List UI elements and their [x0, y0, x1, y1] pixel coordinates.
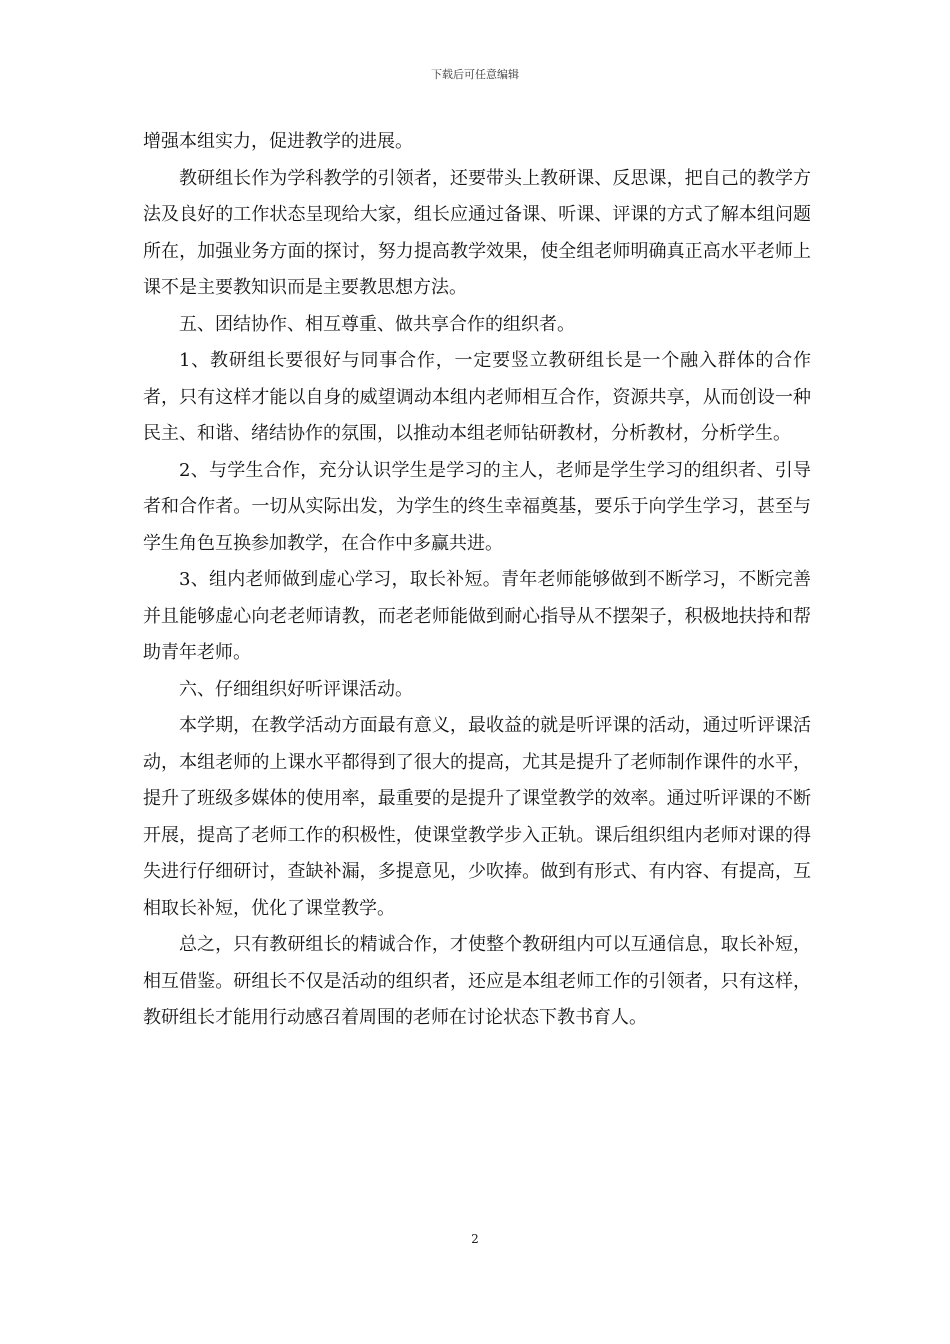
paragraph: 2、与学生合作，充分认识学生是学习的主人，老师是学生学习的组织者、引导者和合作者。一切从实际出发，为学生的终生幸福奠基，要乐于向学生学习，甚至与学生角色互换参加教学，在合作中多赢共进。	[143, 459, 811, 554]
paragraph: 1、教研组长要很好与同事合作，一定要竖立教研组长是一个融入群体的合作者，只有这样才能以自身的威望调动本组内老师相互合作，资源共享，从而创设一种民主、和谐、绪结协作的氛围，以推动本组老师钻研教材，分析教材，分析学生。	[143, 350, 811, 444]
paragraph: 总之，只有教研组长的精诚合作，才使整个教研组内可以互通信息，取长补短，相互借鉴。研组长不仅是活动的组织者，还应是本组老师工作的引领者，只有这样，教研组长才能用行动感召着周围的老师在讨论状态下教书育人。	[143, 934, 811, 1028]
paragraph: 教研组长作为学科教学的引领者，还要带头上教研课、反思课，把自己的教学方法及良好的工作状态呈现给大家，组长应通过备课、听课、评课的方式了解本组问题所在，加强业务方面的探讨，努力提高教学效果，使全组老师明确真正高水平老师上课不是主要教知识而是主要教思想方法。	[143, 167, 811, 298]
page-header: 下载后可任意编辑	[431, 68, 519, 81]
paragraph: 本学期，在教学活动方面最有意义，最收益的就是听评课的活动，通过听评课活动，本组老师的上课水平都得到了很大的提高，尤其是提升了老师制作课件的水平，提升了班级多媒体的使用率，最重要的是提升了课堂教学的效率。通过听评课的不断开展，提高了老师工作的积极性，使课堂教学步入正轨。课后组织组内老师对课的得失进行仔细研讨，查缺补漏，多提意见，少吹捧。做到有形式、有内容、有提高，互相取长补短，优化了课堂教学。	[143, 715, 811, 919]
document-body	[143, 124, 811, 1037]
page-number: 2	[471, 1232, 479, 1246]
section-heading: 六、仔细组织好听评课活动。	[179, 678, 413, 700]
paragraph: 增强本组实力，促进教学的进展。	[143, 131, 413, 152]
section-heading: 五、团结协作、相互尊重、做共享合作的组织者。	[179, 313, 575, 335]
paragraph: 3、组内老师做到虚心学习，取长补短。青年老师能够做到不断学习，不断完善并且能够虚心向老老师请教，而老老师能做到耐心指导从不摆架子，积极地扶持和帮助青年老师。	[143, 569, 811, 663]
